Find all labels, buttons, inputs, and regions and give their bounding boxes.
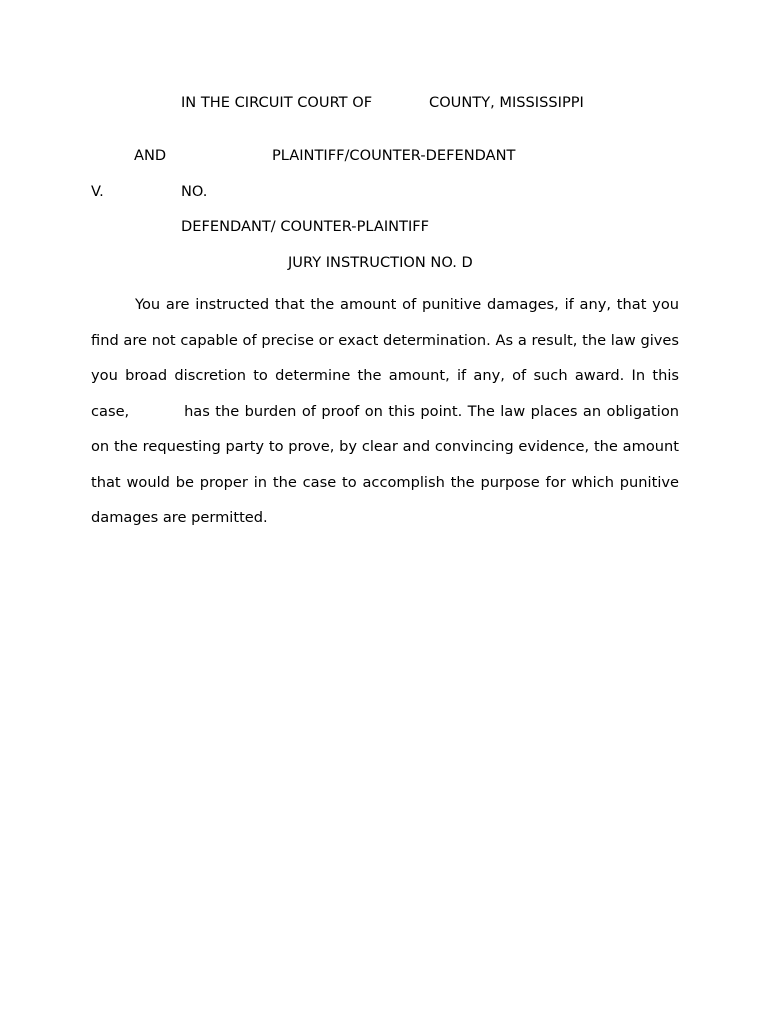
instruction-text-part-2: has the burden of proof on this point. The law places an obligation on the requesting party to prove, by clear and convincing evidence, the amount that would be proper in the case to accomplish the purpose for which punitive damages are permitted. [91,402,679,526]
instruction-text-part-1: You are instructed that the amount of punitive damages, if any, that you find are not capable of precise or exact determination. As a result, the law gives you broad discretion to determine the amount, if any, of such award. In this case, [91,296,679,420]
and-label: AND [134,147,167,164]
defendant-label: DEFENDANT/ COUNTER-PLAINTIFF [181,218,430,235]
court-name-left: IN THE CIRCUIT COURT OF [181,94,373,111]
versus-label: V. [91,183,104,200]
court-county-right: COUNTY, MISSISSIPPI [429,94,584,111]
instruction-body [91,287,679,536]
instruction-title: JURY INSTRUCTION NO. D [288,254,473,271]
plaintiff-label: PLAINTIFF/COUNTER-DEFENDANT [272,147,516,164]
case-number-label: NO. [181,183,208,200]
